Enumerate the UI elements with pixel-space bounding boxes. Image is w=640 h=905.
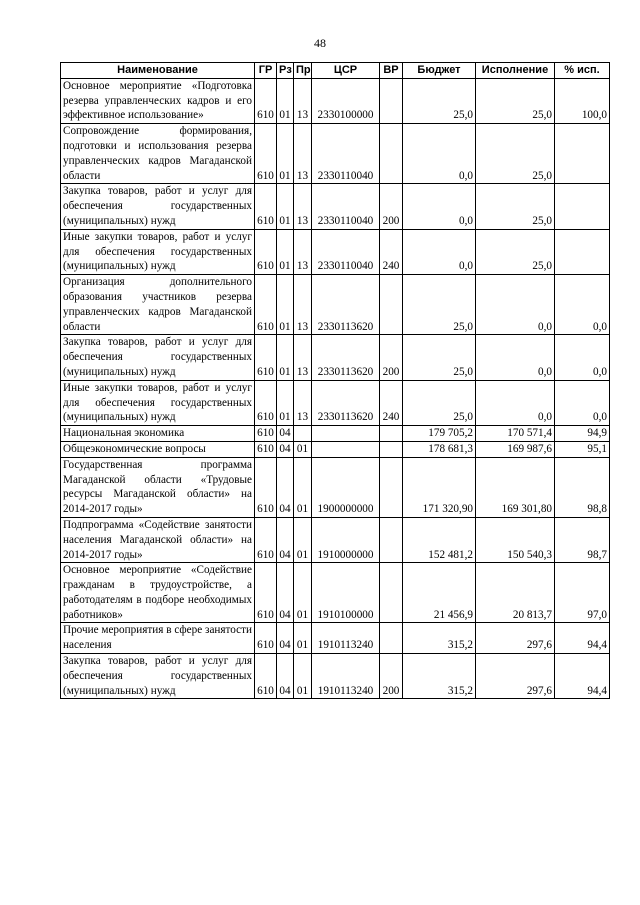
row-percent-cell <box>555 229 610 274</box>
row-pr-cell <box>294 426 312 442</box>
col-header-name: Наименование <box>61 63 255 79</box>
row-execution-cell: 0,0 <box>476 380 555 425</box>
row-csr-cell: 2330113620 <box>312 380 380 425</box>
table-row <box>61 229 610 274</box>
row-csr-cell <box>312 441 380 457</box>
row-name-cell: Основное мероприятие «Подготовка резерва управленческих кадров и его эффективное использование» <box>61 78 255 123</box>
table-header-row <box>61 63 610 79</box>
row-execution-cell: 0,0 <box>476 275 555 335</box>
table-row <box>61 335 610 380</box>
row-budget-cell: 25,0 <box>403 380 476 425</box>
row-vr-cell: 200 <box>380 184 403 229</box>
table-row <box>61 457 610 517</box>
row-pr-cell: 01 <box>294 623 312 654</box>
row-rz-cell: 04 <box>277 563 294 623</box>
row-vr-cell <box>380 275 403 335</box>
table-row <box>61 441 610 457</box>
row-rz-cell: 01 <box>277 380 294 425</box>
row-name-cell: Национальная экономика <box>61 426 255 442</box>
row-percent-cell: 98,8 <box>555 457 610 517</box>
row-gr-cell: 610 <box>255 517 277 562</box>
row-budget-cell: 0,0 <box>403 124 476 184</box>
row-execution-cell: 170 571,4 <box>476 426 555 442</box>
row-name-cell: Государственная программа Магаданской области «Трудовые ресурсы Магаданской области» на 2014-2017 годы» <box>61 457 255 517</box>
row-csr-cell: 1910100000 <box>312 563 380 623</box>
row-vr-cell <box>380 441 403 457</box>
row-rz-cell: 01 <box>277 184 294 229</box>
row-csr-cell: 1910000000 <box>312 517 380 562</box>
row-budget-cell: 178 681,3 <box>403 441 476 457</box>
row-execution-cell: 20 813,7 <box>476 563 555 623</box>
row-percent-cell: 98,7 <box>555 517 610 562</box>
row-csr-cell: 2330110040 <box>312 229 380 274</box>
row-percent-cell: 94,9 <box>555 426 610 442</box>
row-name-cell: Основное мероприятие «Содействие гражданам в трудоустройстве, а работодателям в подборе необходимых работников» <box>61 563 255 623</box>
budget-table <box>60 62 610 699</box>
row-vr-cell <box>380 517 403 562</box>
col-header-pr: Пр <box>294 63 312 79</box>
row-rz-cell: 01 <box>277 78 294 123</box>
row-rz-cell: 04 <box>277 654 294 699</box>
row-name-cell: Организация дополнительного образования участников резерва управленческих кадров Магаданской области <box>61 275 255 335</box>
row-pr-cell: 13 <box>294 275 312 335</box>
row-csr-cell: 2330113620 <box>312 275 380 335</box>
row-percent-cell: 0,0 <box>555 380 610 425</box>
table-row <box>61 623 610 654</box>
row-execution-cell: 169 301,80 <box>476 457 555 517</box>
col-header-budget: Бюджет <box>403 63 476 79</box>
page-number: 48 <box>314 36 326 50</box>
row-csr-cell: 2330110040 <box>312 184 380 229</box>
row-execution-cell: 25,0 <box>476 184 555 229</box>
row-name-cell: Закупка товаров, работ и услуг для обеспечения государственных (муниципальных) нужд <box>61 654 255 699</box>
row-execution-cell: 297,6 <box>476 623 555 654</box>
row-percent-cell: 94,4 <box>555 623 610 654</box>
table-row <box>61 517 610 562</box>
row-gr-cell: 610 <box>255 275 277 335</box>
row-pr-cell: 13 <box>294 335 312 380</box>
row-budget-cell: 152 481,2 <box>403 517 476 562</box>
row-vr-cell <box>380 78 403 123</box>
row-vr-cell: 240 <box>380 229 403 274</box>
row-percent-cell: 95,1 <box>555 441 610 457</box>
row-gr-cell: 610 <box>255 563 277 623</box>
row-gr-cell: 610 <box>255 380 277 425</box>
row-pr-cell: 01 <box>294 654 312 699</box>
row-csr-cell: 1900000000 <box>312 457 380 517</box>
row-vr-cell: 200 <box>380 654 403 699</box>
row-gr-cell: 610 <box>255 654 277 699</box>
row-execution-cell: 25,0 <box>476 78 555 123</box>
row-budget-cell: 179 705,2 <box>403 426 476 442</box>
row-vr-cell <box>380 563 403 623</box>
row-name-cell: Иные закупки товаров, работ и услуг для обеспечения государственных (муниципальных) нужд <box>61 380 255 425</box>
row-budget-cell: 315,2 <box>403 623 476 654</box>
row-pr-cell: 01 <box>294 457 312 517</box>
row-csr-cell: 2330100000 <box>312 78 380 123</box>
row-vr-cell <box>380 457 403 517</box>
row-percent-cell: 94,4 <box>555 654 610 699</box>
row-percent-cell <box>555 184 610 229</box>
row-gr-cell: 610 <box>255 78 277 123</box>
row-execution-cell: 25,0 <box>476 124 555 184</box>
row-percent-cell: 97,0 <box>555 563 610 623</box>
row-rz-cell: 01 <box>277 275 294 335</box>
row-rz-cell: 04 <box>277 517 294 562</box>
col-header-gr: ГР <box>255 63 277 79</box>
row-gr-cell: 610 <box>255 457 277 517</box>
row-name-cell: Общеэкономические вопросы <box>61 441 255 457</box>
row-name-cell: Сопровождение формирования, подготовки и использования резерва управленческих кадров Магаданской области <box>61 124 255 184</box>
table-row <box>61 124 610 184</box>
row-budget-cell: 0,0 <box>403 184 476 229</box>
row-csr-cell: 2330110040 <box>312 124 380 184</box>
table-row <box>61 426 610 442</box>
col-header-percent: % исп. <box>555 63 610 79</box>
row-gr-cell: 610 <box>255 441 277 457</box>
col-header-vr: ВР <box>380 63 403 79</box>
row-gr-cell: 610 <box>255 229 277 274</box>
col-header-execution: Исполнение <box>476 63 555 79</box>
row-rz-cell: 01 <box>277 124 294 184</box>
row-budget-cell: 25,0 <box>403 78 476 123</box>
row-execution-cell: 169 987,6 <box>476 441 555 457</box>
row-budget-cell: 21 456,9 <box>403 563 476 623</box>
row-pr-cell: 13 <box>294 184 312 229</box>
row-vr-cell <box>380 426 403 442</box>
row-vr-cell <box>380 124 403 184</box>
row-budget-cell: 25,0 <box>403 335 476 380</box>
row-percent-cell: 0,0 <box>555 335 610 380</box>
row-pr-cell: 13 <box>294 78 312 123</box>
row-percent-cell <box>555 124 610 184</box>
row-csr-cell: 1910113240 <box>312 623 380 654</box>
row-pr-cell: 01 <box>294 517 312 562</box>
row-execution-cell: 150 540,3 <box>476 517 555 562</box>
row-pr-cell: 13 <box>294 380 312 425</box>
row-rz-cell: 04 <box>277 457 294 517</box>
row-execution-cell: 0,0 <box>476 335 555 380</box>
row-gr-cell: 610 <box>255 184 277 229</box>
row-rz-cell: 01 <box>277 229 294 274</box>
col-header-csr: ЦСР <box>312 63 380 79</box>
row-rz-cell: 04 <box>277 426 294 442</box>
row-gr-cell: 610 <box>255 426 277 442</box>
row-pr-cell: 13 <box>294 124 312 184</box>
row-name-cell: Подпрограмма «Содействие занятости населения Магаданской области» на 2014-2017 годы» <box>61 517 255 562</box>
table-row <box>61 275 610 335</box>
row-budget-cell: 171 320,90 <box>403 457 476 517</box>
row-csr-cell: 1910113240 <box>312 654 380 699</box>
row-gr-cell: 610 <box>255 623 277 654</box>
row-execution-cell: 297,6 <box>476 654 555 699</box>
col-header-rz: Рз <box>277 63 294 79</box>
row-name-cell: Закупка товаров, работ и услуг для обеспечения государственных (муниципальных) нужд <box>61 335 255 380</box>
row-vr-cell <box>380 623 403 654</box>
row-budget-cell: 315,2 <box>403 654 476 699</box>
row-rz-cell: 01 <box>277 335 294 380</box>
row-gr-cell: 610 <box>255 124 277 184</box>
table-row <box>61 380 610 425</box>
table-row <box>61 78 610 123</box>
row-percent-cell: 0,0 <box>555 275 610 335</box>
row-rz-cell: 04 <box>277 623 294 654</box>
row-name-cell: Иные закупки товаров, работ и услуг для обеспечения государственных (муниципальных) нужд <box>61 229 255 274</box>
row-rz-cell: 04 <box>277 441 294 457</box>
row-pr-cell: 01 <box>294 563 312 623</box>
row-budget-cell: 0,0 <box>403 229 476 274</box>
row-pr-cell: 13 <box>294 229 312 274</box>
row-pr-cell: 01 <box>294 441 312 457</box>
row-vr-cell: 200 <box>380 335 403 380</box>
row-gr-cell: 610 <box>255 335 277 380</box>
row-csr-cell: 2330113620 <box>312 335 380 380</box>
row-budget-cell: 25,0 <box>403 275 476 335</box>
row-name-cell: Закупка товаров, работ и услуг для обеспечения государственных (муниципальных) нужд <box>61 184 255 229</box>
row-execution-cell: 25,0 <box>476 229 555 274</box>
table-row <box>61 184 610 229</box>
row-name-cell: Прочие мероприятия в сфере занятости населения <box>61 623 255 654</box>
table-row <box>61 654 610 699</box>
row-vr-cell: 240 <box>380 380 403 425</box>
row-percent-cell: 100,0 <box>555 78 610 123</box>
table-row <box>61 563 610 623</box>
row-csr-cell <box>312 426 380 442</box>
